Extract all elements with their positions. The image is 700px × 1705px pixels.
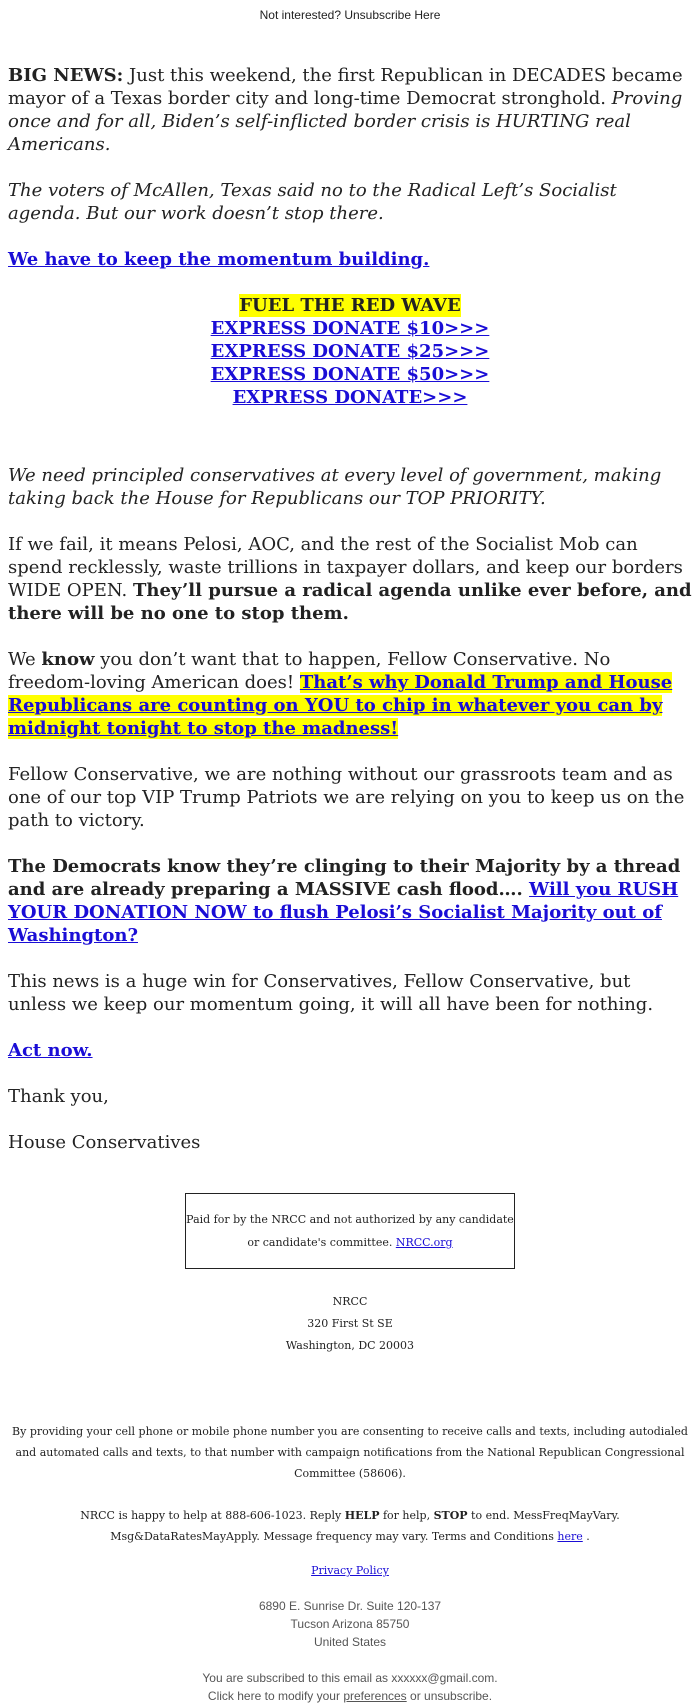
principled-italic: We need principled conservatives at every level of government, making taking back the House for Republicans our TOP PRIORITY. — [8, 465, 662, 509]
we-know-text: you don’t want that to happen, Fellow Conservative. No freedom-loving American does! — [8, 649, 611, 693]
footer-address — [0, 1597, 700, 1651]
help-text — [40, 1505, 660, 1547]
nrcc-address — [0, 1291, 700, 1357]
mcallen-italic: The voters of McAllen, Texas said no to the Radical Left’s Socialist agenda. But our work doesn’t stop there. — [8, 180, 617, 224]
modify-preferences-line — [0, 1687, 700, 1705]
chip-in-link[interactable]: That’s why Donald Trump and House Republicans are counting on YOU to chip in whatever you can by midnight tonight to stop the madness! — [8, 672, 673, 739]
paragraph-grassroots — [8, 763, 692, 832]
terms-here-link[interactable]: here — [557, 1530, 583, 1543]
footer-address-line-2: Tucson Arizona 85750 — [290, 1617, 410, 1631]
disclaimer-text: Paid for by the NRCC and not authorized by any candidate or candidate's committee. — [186, 1213, 514, 1249]
help-text-2: for help, — [379, 1509, 434, 1522]
modify-text: Click here to modify your — [207, 1689, 344, 1703]
subscribed-as-text: You are subscribed to this email as xxxxxx@gmail.com. — [202, 1671, 498, 1685]
huge-win-text: This news is a huge win for Conservatives, Fellow Conservative, but unless we keep our momentum going, it will all have been for nothing. — [8, 971, 654, 1015]
paragraph-mcallen — [8, 179, 692, 225]
paragraph-if-we-fail — [8, 533, 692, 625]
we-text: We — [8, 649, 42, 670]
paragraph-huge-win — [8, 970, 692, 1016]
donate-block — [8, 294, 692, 409]
donate-50-button[interactable]: EXPRESS DONATE $50>>> — [210, 364, 490, 385]
paid-for-disclaimer — [185, 1193, 515, 1269]
paragraph-big-news — [8, 64, 692, 156]
if-we-fail-bold: They’ll pursue a radical agenda unlike ever before, and there will be no one to stop them. — [8, 580, 692, 624]
preferences-link[interactable]: preferences — [343, 1689, 407, 1703]
sms-consent-text: By providing your cell phone or mobile phone number you are consenting to receive calls and texts, including autodialed and automated calls and texts, to that number with campaign notifications from the National Republican Congressional Committee (58606). — [12, 1425, 688, 1480]
big-news-italic: Proving once and for all, Biden’s self-inflicted border crisis is HURTING real Americans. — [8, 88, 683, 155]
fuel-red-wave-title: FUEL THE RED WAVE — [239, 295, 461, 316]
signature-text: House Conservatives — [8, 1132, 201, 1153]
paragraph-momentum — [8, 248, 692, 271]
footer-subscription — [0, 1669, 700, 1705]
donate-any-button[interactable]: EXPRESS DONATE>>> — [232, 387, 468, 408]
help-text-3: to end. MessFreqMayVary. Msg&DataRatesMayApply. Message frequency may vary. Terms and Conditions — [110, 1509, 620, 1543]
paragraph-act-now — [8, 1039, 692, 1062]
democrats-bold: The Democrats know they’re clinging to their Majority by a thread and are already preparing a MASSIVE cash flood…. — [8, 856, 681, 900]
paragraph-we-know — [8, 648, 692, 740]
address-line-1: NRCC — [332, 1295, 368, 1308]
rush-donation-link[interactable]: Will you RUSH YOUR DONATION NOW to flush Pelosi’s Socialist Majority out of Washington? — [8, 879, 679, 946]
privacy-policy-link[interactable]: Privacy Policy — [311, 1564, 389, 1577]
big-news-text: Just this weekend, the first Republican in DECADES became mayor of a Texas border city and long-time Democrat stronghold. — [8, 65, 683, 109]
thank-you-text: Thank you, — [8, 1086, 109, 1107]
address-line-3: Washington, DC 20003 — [285, 1339, 415, 1352]
paragraph-thank-you — [8, 1085, 692, 1108]
if-we-fail-text: If we fail, it means Pelosi, AOC, and the rest of the Socialist Mob can spend recklessly, waste trillions in taxpayer dollars, and keep our borders WIDE OPEN. — [8, 534, 683, 601]
grassroots-text: Fellow Conservative, we are nothing without our grassroots team and as one of our top VIP Trump Patriots we are relying on you to keep us on the path to victory. — [8, 764, 685, 831]
paragraph-principled — [8, 464, 692, 510]
know-bold: know — [41, 649, 95, 670]
stop-keyword: STOP — [433, 1509, 468, 1522]
nrcc-org-link[interactable]: NRCC.org — [395, 1236, 453, 1249]
help-text-4: . — [582, 1530, 590, 1543]
footer-address-line-1: 6890 E. Sunrise Dr. Suite 120-137 — [258, 1599, 442, 1613]
email-body — [0, 28, 700, 1154]
privacy-policy-row — [0, 1564, 700, 1577]
paragraph-democrats — [8, 855, 692, 947]
momentum-link[interactable]: We have to keep the momentum building. — [8, 249, 430, 270]
unsubscribe-link[interactable]: Not interested? Unsubscribe Here — [259, 8, 441, 22]
donate-10-button[interactable]: EXPRESS DONATE $10>>> — [210, 318, 490, 339]
big-news-label: BIG NEWS: — [8, 65, 124, 86]
or-unsubscribe-text: or unsubscribe. — [406, 1689, 493, 1703]
footer-address-line-3: United States — [313, 1635, 387, 1649]
unsubscribe-header — [0, 0, 700, 28]
help-text-1: NRCC is happy to help at 888-606-1023. Reply — [80, 1509, 345, 1522]
help-keyword: HELP — [344, 1509, 380, 1522]
donate-25-button[interactable]: EXPRESS DONATE $25>>> — [210, 341, 490, 362]
address-line-2: 320 First St SE — [307, 1317, 393, 1330]
paragraph-signature — [8, 1131, 692, 1154]
act-now-link[interactable]: Act now. — [8, 1040, 93, 1061]
